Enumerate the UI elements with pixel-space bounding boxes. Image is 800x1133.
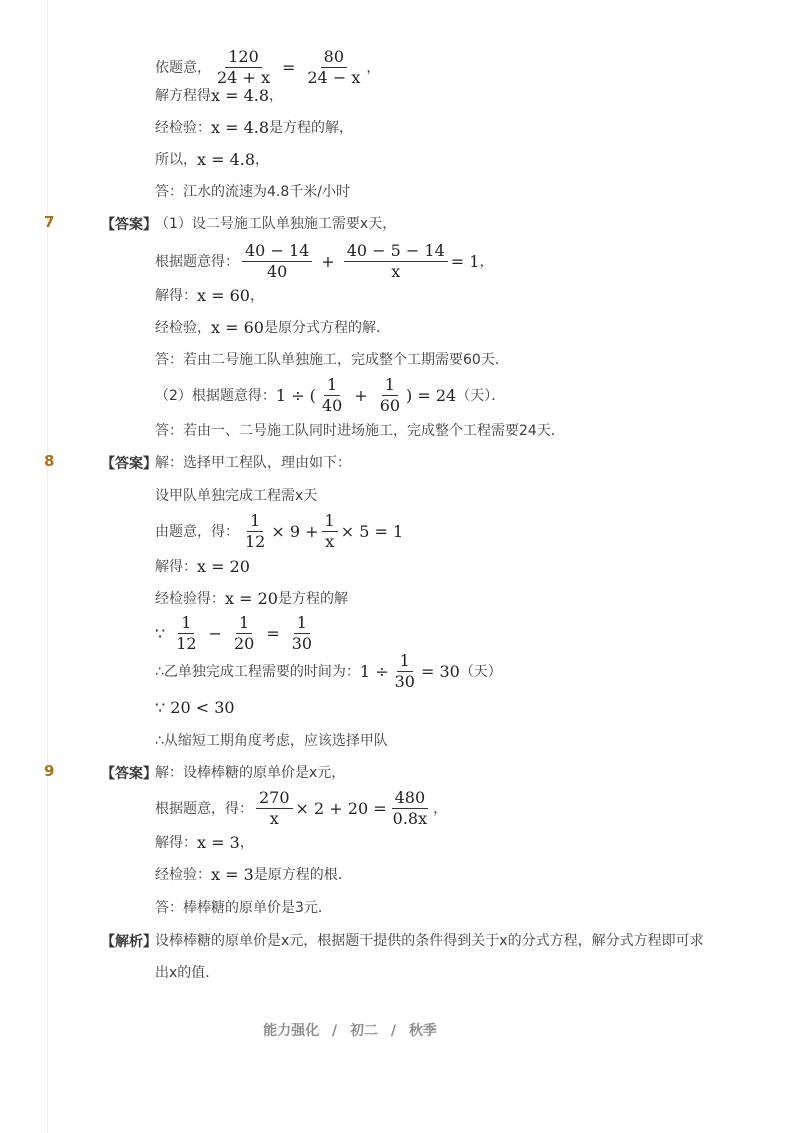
p8-l5: 经检验得： x = 20 是方程的解: [155, 588, 348, 608]
p7-fraction-4: $\frac{1}{60}$: [379, 374, 401, 415]
p9-analysis-l2: 出x的值．: [155, 965, 220, 981]
p9-l3: 解得： x = 3 ，: [155, 832, 254, 852]
p7-l4: 经检验， x = 60 是原分式方程的解．: [155, 317, 390, 337]
p9-l1: 解：设棒棒糖的原单价是x元，: [155, 765, 346, 781]
question-number-7: 7: [44, 213, 55, 231]
p6-so-line: 所以， x = 4.8 ，: [155, 149, 270, 169]
p9-l5: 答：棒棒糖的原单价是3元．: [155, 900, 332, 916]
footer-separator: /: [390, 1023, 396, 1039]
p7-l1: （1）设二号施工队单独施工需要x天，: [155, 216, 397, 232]
p8-fraction-5: $\frac{1}{30}$: [291, 612, 313, 653]
p7-part2-line: （2）根据题意得： 1 ÷ ( $\frac{1}{40}$ + $\frac{1}{60}$ ) = 24 （天）．: [155, 374, 506, 415]
p7-l3: 解得： x = 60 ，: [155, 285, 264, 305]
p7-equation-line: 根据题意得： $\frac{40 - 14}{40}$ + $\frac{40 - 5 - 14}{x}$ = 1 ，: [155, 240, 494, 281]
footer-separator: /: [332, 1023, 338, 1039]
p8-fraction-2: $\frac{1}{x}$: [322, 511, 338, 552]
p8-l9: ∴从缩短工期角度考虑，应该选择甲队: [155, 733, 388, 749]
p9-analysis-l1: 设棒棒糖的原单价是x元，根据题干提供的条件得到关于x的分式方程，解分式方程即可求: [155, 933, 704, 949]
p7-l7: 答：若由一、二号施工队同时进场施工，完成整个工程需要24天．: [155, 423, 565, 439]
p8-equation-line: 由题意，得： $\frac{1}{12}$ × 9 + $\frac{1}{x}$ × 5 = 1: [155, 510, 404, 551]
p8-fraction-3: $\frac{1}{12}$: [176, 612, 197, 653]
p8-l8: ∵ 20 < 30: [155, 697, 235, 717]
answer-tag: 【答案】: [101, 766, 157, 782]
footer-term: 秋季: [408, 1023, 437, 1039]
p9-fraction-1: $\frac{270}{x}$: [256, 788, 293, 829]
p8-fraction-4: $\frac{1}{20}$: [233, 612, 255, 653]
p6-equation-line: 依题意， $\frac{120}{24 + x}$ = $\frac{80}{24 - x}$ ，: [155, 46, 381, 87]
p8-fraction-6: $\frac{1}{30}$: [394, 650, 415, 691]
analysis-tag: 【解析】: [101, 934, 157, 950]
p8-fraction-1: $\frac{1}{12}$: [245, 510, 266, 551]
p8-therefore-line: ∴乙单独完成工程需要的时间为： 1 ÷ $\frac{1}{30}$ = 30 （天）: [155, 650, 502, 691]
p6-fraction-2: $\frac{80}{24 - x}$: [307, 46, 361, 87]
page-footer: [0, 1020, 700, 1040]
p8-l1: 解：选择甲工程队，理由如下：: [155, 455, 351, 471]
answer-tag: 【答案】: [101, 217, 157, 233]
footer-section: 能力强化: [263, 1023, 320, 1039]
p7-fraction-3: $\frac{1}{40}$: [321, 374, 343, 415]
p7-fraction-1: $\frac{40 - 14}{40}$: [242, 241, 312, 282]
p6-check-line: 经检验： x = 4.8 是方程的解，: [155, 117, 354, 137]
p8-l2: 设甲队单独完成工程需x天: [155, 488, 318, 504]
p8-l4: 解得： x = 20: [155, 556, 250, 576]
p9-l4: 经检验： x = 3 是原方程的根．: [155, 864, 352, 884]
footer-grade: 初二: [350, 1023, 378, 1039]
page-left-rule: [47, 0, 48, 1133]
p8-because-line: ∵ $\frac{1}{12}$ − $\frac{1}{20}$ = $\frac{1}{30}$: [155, 612, 318, 654]
p7-l5: 答：若由二号施工队单独施工，完成整个工期需要60天．: [155, 352, 509, 368]
question-number-8: 8: [44, 452, 55, 470]
p9-equation-line: 根据题意，得： $\frac{270}{x}$ × 2 + 20 = $\frac{480}{0.8x}$ ，: [155, 787, 448, 828]
answer-tag: 【答案】: [101, 456, 157, 472]
p6-answer-line: 答：江水的流速为4.8千米/小时: [155, 184, 350, 200]
p9-fraction-2: $\frac{480}{0.8x}$: [392, 787, 428, 828]
p6-fraction-1: $\frac{120}{24 + x}$: [217, 46, 270, 87]
p7-fraction-2: $\frac{40 - 5 - 14}{x}$: [344, 241, 448, 282]
p6-solve-line: 解方程得 x = 4.8 ，: [155, 85, 284, 105]
question-number-9: 9: [44, 762, 55, 780]
